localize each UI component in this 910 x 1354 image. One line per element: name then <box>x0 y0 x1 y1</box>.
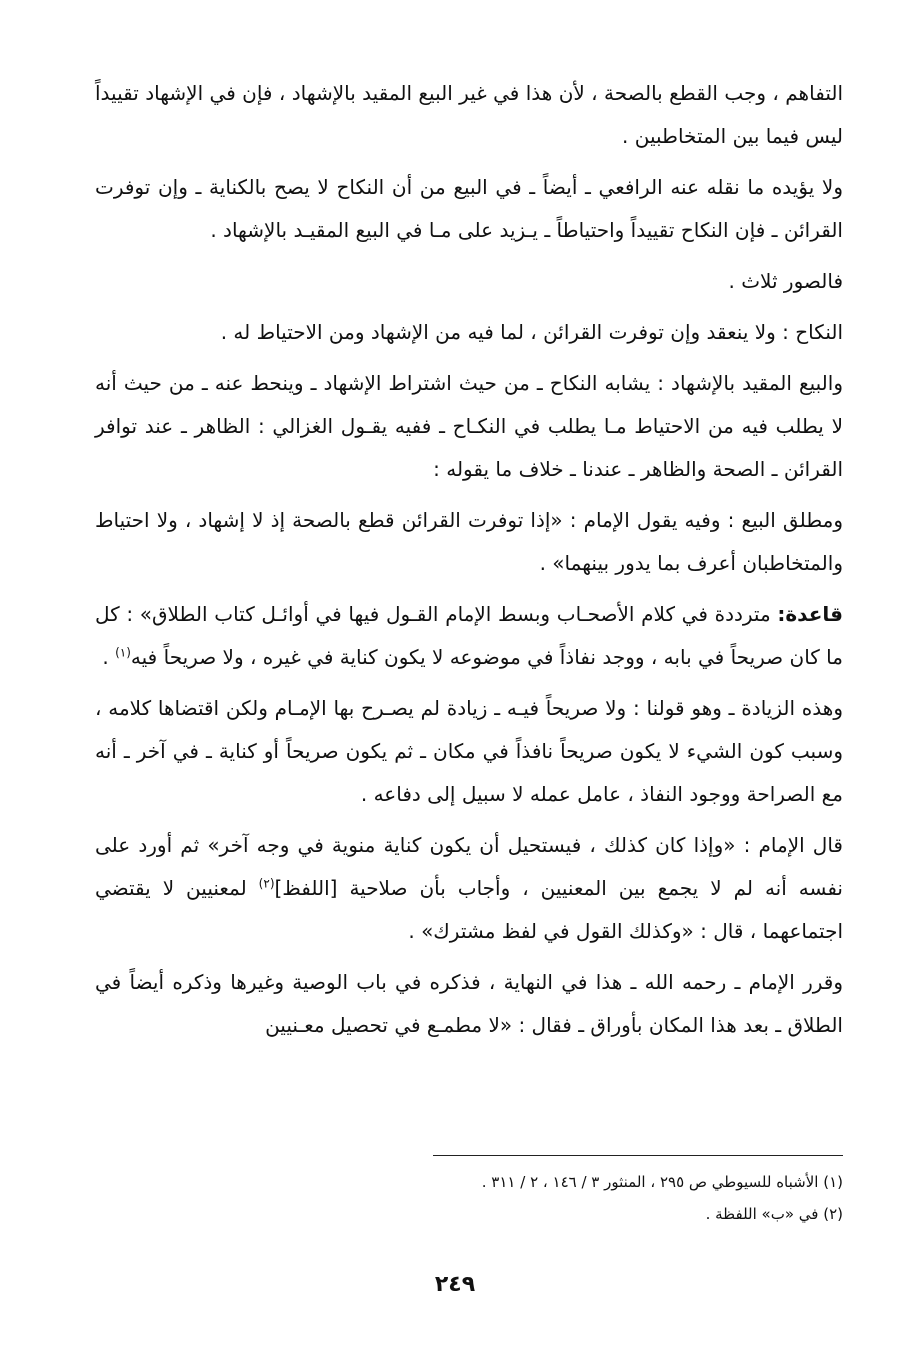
paragraph-tail: لمعنيين لا يقتضي اجتماعهما ، قال : «وكذلك القول في لفظ مشترك» . <box>95 876 843 943</box>
footnote-1: (١) الأشباه للسيوطي ص ٢٩٥ ، المنثور ٣ / ١٤٦ ، ٢ / ٣١١ . <box>481 1173 843 1191</box>
paragraph-tail: . <box>102 645 116 669</box>
main-text <box>95 72 843 1055</box>
paragraph-rule <box>95 593 843 679</box>
paragraph-text: مترددة في كلام الأصحـاب وبسط الإمام القـول فيها في أوائـل كتاب الطلاق» : كل ما كان صريحاً في بابه ، ووجد نفاذاً في موضوعه لا يكون كناية في غيره ، ولا صريحاً فيه <box>95 602 843 669</box>
paragraph-text: التفاهم ، وجب القطع بالصحة ، لأن هذا في غير البيع المقيد بالإشهاد ، فإن في الإشهاد تقييداً ليس فيما بين المتخاطبين . <box>95 81 843 148</box>
rule-heading: قاعدة: <box>777 602 843 626</box>
paragraph-text: النكاح : ولا ينعقد وإن توفرت القرائن ، لما فيه من الإشهاد ومن الاحتياط له . <box>220 320 843 344</box>
paragraph-text: والبيع المقيد بالإشهاد : يشابه النكاح ـ من حيث اشتراط الإشهاد ـ وينحط عنه ـ من حيث أنه لا يطلب فيه من الاحتياط مـا يطلب في النكـاح ـ ففيه يقـول الغزالي : الظاهر ـ عند توافر القرائن ـ الصحة والظاهر ـ عندنا ـ خلاف ما يقوله : <box>95 371 843 481</box>
paragraph-text: قال الإمام : «وإذا كان كذلك ، فيستحيل أن يكون كناية منوية في وجه آخر» ثم أورد على نفسه أنه لم لا يجمع بين المعنيين ، وأجاب بأن صلاحية [اللفظ] <box>95 833 843 900</box>
paragraph <box>95 72 843 158</box>
paragraph-text: فالصور ثلاث . <box>728 269 843 293</box>
paragraph-text: ولا يؤيده ما نقله عنه الرافعي ـ أيضاً ـ في البيع من أن النكاح لا يصح بالكناية ـ وإن توفرت القرائن ـ فإن النكاح تقييداً واحتياطاً ـ يـزيد على مـا في البيع المقيـد بالإشهاد . <box>95 175 843 242</box>
page-number: ٢٤٩ <box>434 1272 476 1297</box>
paragraph <box>95 499 843 585</box>
paragraph <box>95 166 843 252</box>
paragraph <box>95 687 843 816</box>
paragraph-text: وهذه الزيادة ـ وهو قولنا : ولا صريحاً فيـه ـ زيادة لم يصـرح بها الإمـام ولكن اقتضاها كلامه ، وسبب كون الشيء لا يكون صريحاً نافذاً في مكان ـ ثم يكون صريحاً أو كناية ـ في آخر ـ أنه مع الصراحة ووجود النفاذ ، عامل عمله لا سبيل إلى دفاعه . <box>95 696 843 806</box>
paragraph <box>95 824 843 953</box>
paragraph <box>95 961 843 1047</box>
footnote-ref-1[interactable]: (١) <box>115 645 131 660</box>
footnote-2: (٢) في «ب» اللفظة . <box>705 1205 843 1223</box>
footnote-divider <box>433 1155 843 1156</box>
paragraph <box>95 260 843 303</box>
paragraph-text: وقرر الإمام ـ رحمه الله ـ هذا في النهاية ، فذكره في باب الوصية وغيرها وذكره أيضاً في الطلاق ـ بعد هذا المكان بأوراق ـ فقال : «لا مطمـع في تحصيل معـنيين <box>95 970 843 1037</box>
footnote-ref-2[interactable]: (٢) <box>258 876 275 891</box>
paragraph <box>95 311 843 354</box>
paragraph <box>95 362 843 491</box>
footnotes <box>95 1166 843 1230</box>
paragraph-text: ومطلق البيع : وفيه يقول الإمام : «إذا توفرت القرائن قطع بالصحة إذ لا إشهاد ، ولا احتياط والمتخاطبان أعرف بما يدور بينهما» . <box>95 508 843 575</box>
